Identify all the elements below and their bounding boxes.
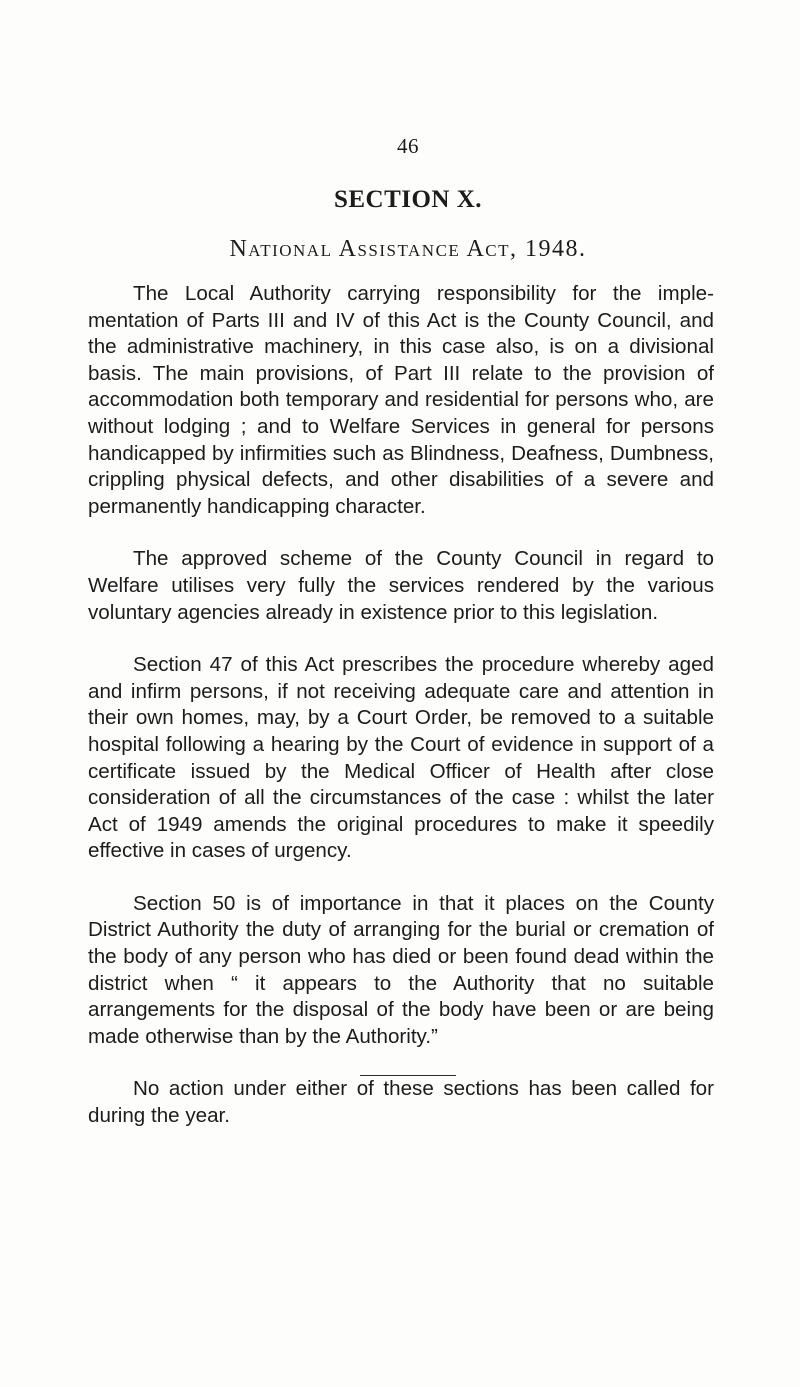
section-title: SECTION X. <box>333 186 483 213</box>
paragraph-welfare-scheme: The approved scheme of the County Council in regard to Welfare utilises very fully the services rendered by the various voluntary agencies already in existence prior to this legislation. <box>88 547 714 624</box>
act-title: National Assistance Act, 1948. <box>229 236 587 262</box>
paragraph-no-action: No action under either of these sections has been called for during the year. <box>88 1077 714 1128</box>
paragraph-section-50: Section 50 is of importance in that it places on the County District Authority the duty of arranging for the burial or cremation of the body of any person who has died or been found dead within the district when “ it appears to the Authority that no suitable arrangements for the disposal of the body have been or are being made otherwise than by the Authority.” <box>88 891 714 1048</box>
body-text <box>88 281 714 1156</box>
paragraph-section-47: Section 47 of this Act prescribes the procedure whereby aged and infirm persons, if not receiving adequate care and attention in their own homes, may, by a Court Order, be removed to a suitable hospital following a hearing by the Court of evidence in support of a certificate issued by the Medical Officer of Health after close consideration of all the circumstances of the case : whilst the later Act of 1949 amends the original procedures to make it speedily effective in cases of urgency. <box>88 653 714 863</box>
closing-rule <box>360 1075 456 1076</box>
paragraph-scope-of-act: The Local Authority carrying responsibility for the imple-mentation of Parts III and IV of this Act is the County Council, and the administrative machinery, in this case also, is on a divisional basis. The main provisions, of Part III relate to the provision of accommodation both temporary and residential for persons who, are without lodging ; and to Welfare Services in general for persons handicapped by infirmities such as Blindness, Deafness, Dumbness, crippling physical defects, and other disabilities of a severe and permanently handicapping character. <box>88 282 714 518</box>
page-number: 46 <box>397 134 419 158</box>
